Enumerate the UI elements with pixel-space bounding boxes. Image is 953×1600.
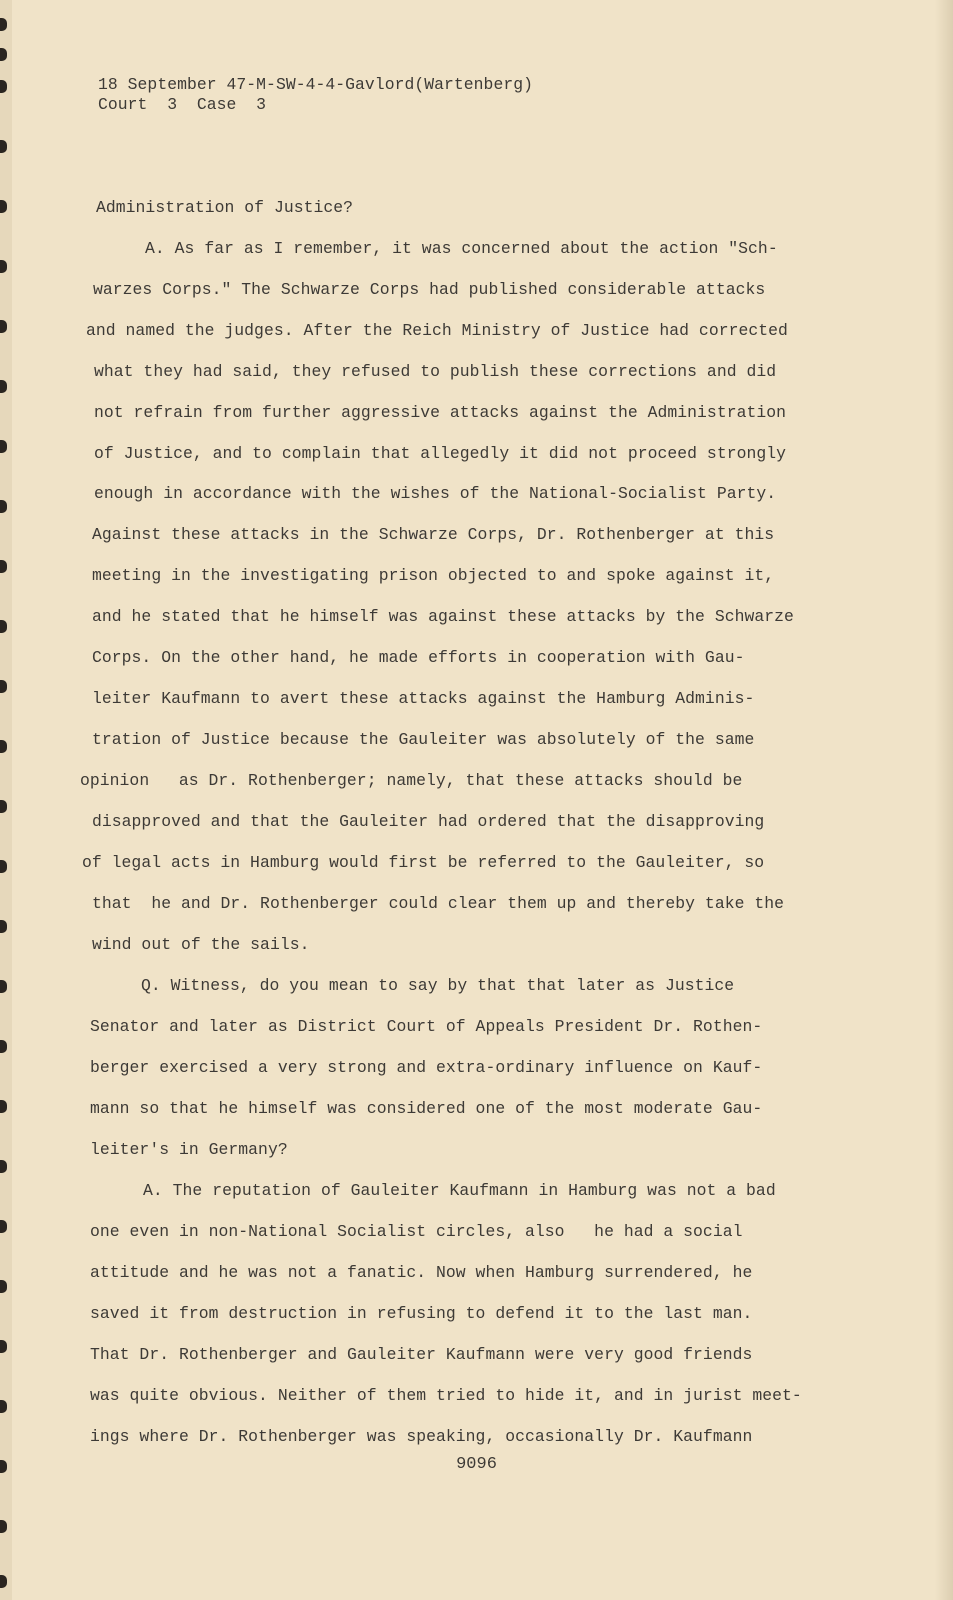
header-date-line: 18 September 47-M-SW-4-4-Gavlord(Wartenberg): [98, 75, 533, 94]
body-line: ings where Dr. Rothenberger was speaking, occasionally Dr. Kaufmann: [90, 1427, 753, 1446]
body-line: Corps. On the other hand, he made efforts in cooperation with Gau-: [92, 648, 745, 667]
body-line: and named the judges. After the Reich Ministry of Justice had corrected: [86, 321, 788, 340]
binding-hole: [0, 48, 7, 61]
body-line: A. As far as I remember, it was concerned about the action "Sch-: [145, 239, 778, 258]
binding-hole: [0, 1040, 7, 1053]
binding-hole: [0, 320, 7, 333]
binding-hole: [0, 200, 7, 213]
body-line: attitude and he was not a fanatic. Now when Hamburg surrendered, he: [90, 1263, 753, 1282]
page-edge-shadow: [935, 0, 953, 1600]
binding-hole: [0, 18, 7, 31]
binding-hole: [0, 860, 7, 873]
binding-hole: [0, 80, 7, 93]
binding-hole: [0, 1160, 7, 1173]
binding-hole: [0, 920, 7, 933]
body-line: of Justice, and to complain that allegedly it did not proceed strongly: [94, 444, 787, 463]
body-line: what they had said, they refused to publish these corrections and did: [94, 362, 777, 381]
binding-hole: [0, 1220, 7, 1233]
binding-hole: [0, 1100, 7, 1113]
binding-hole: [0, 440, 7, 453]
body-line: one even in non-National Socialist circles, also he had a social: [90, 1222, 743, 1241]
binding-hole: [0, 1280, 7, 1293]
binding-hole: [0, 740, 7, 753]
body-line: was quite obvious. Neither of them tried to hide it, and in jurist meet-: [90, 1386, 802, 1405]
binding-hole: [0, 1340, 7, 1353]
body-line: disapproved and that the Gauleiter had ordered that the disapproving: [92, 812, 765, 831]
binding-hole: [0, 500, 7, 513]
binding-hole: [0, 260, 7, 273]
body-line: Senator and later as District Court of Appeals President Dr. Rothen-: [90, 1017, 763, 1036]
body-line: A. The reputation of Gauleiter Kaufmann in Hamburg was not a bad: [143, 1181, 776, 1200]
body-line: that he and Dr. Rothenberger could clear them up and thereby take the: [92, 894, 785, 913]
body-line: of legal acts in Hamburg would first be referred to the Gauleiter, so: [82, 853, 765, 872]
body-line: enough in accordance with the wishes of the National-Socialist Party.: [94, 484, 777, 503]
binding-hole: [0, 800, 7, 813]
body-line: Q. Witness, do you mean to say by that that later as Justice: [141, 976, 735, 995]
binding-hole: [0, 380, 7, 393]
body-line: Against these attacks in the Schwarze Corps, Dr. Rothenberger at this: [92, 525, 775, 544]
body-line: wind out of the sails.: [92, 935, 310, 954]
body-line: not refrain from further aggressive attacks against the Administration: [94, 403, 787, 422]
binding-hole: [0, 1575, 7, 1588]
body-line: meeting in the investigating prison objected to and spoke against it,: [92, 566, 775, 585]
binding-hole: [0, 1520, 7, 1533]
binding-hole: [0, 680, 7, 693]
body-line: warzes Corps." The Schwarze Corps had published considerable attacks: [93, 280, 766, 299]
body-line: opinion as Dr. Rothenberger; namely, that these attacks should be: [80, 771, 743, 790]
binding-edge: [0, 0, 12, 1600]
binding-hole: [0, 1400, 7, 1413]
body-line: That Dr. Rothenberger and Gauleiter Kaufmann were very good friends: [90, 1345, 753, 1364]
binding-hole: [0, 620, 7, 633]
page-number: 9096: [456, 1455, 497, 1474]
body-line: tration of Justice because the Gauleiter was absolutely of the same: [92, 730, 755, 749]
body-line: berger exercised a very strong and extra-ordinary influence on Kauf-: [90, 1058, 763, 1077]
body-line: leiter Kaufmann to avert these attacks against the Hamburg Adminis-: [92, 689, 755, 708]
body-line: leiter's in Germany?: [90, 1140, 288, 1159]
body-line: Administration of Justice?: [96, 198, 354, 217]
header-court-line: Court 3 Case 3: [98, 95, 267, 114]
body-line: mann so that he himself was considered one of the most moderate Gau-: [90, 1099, 763, 1118]
body-line: saved it from destruction in refusing to defend it to the last man.: [90, 1304, 753, 1323]
binding-hole: [0, 980, 7, 993]
binding-hole: [0, 140, 7, 153]
body-line: and he stated that he himself was against these attacks by the Schwarze: [92, 607, 794, 626]
binding-hole: [0, 560, 7, 573]
